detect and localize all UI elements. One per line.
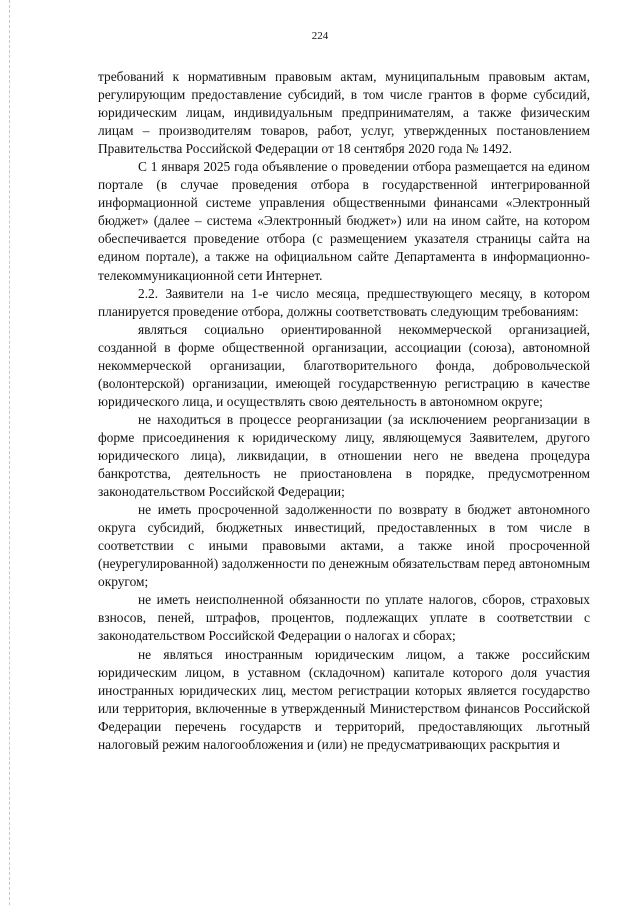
requirement-item: не являться иностранным юридическим лицом, а также российским юридическим лицом, в уставном (складочном) капитале которого доля участия иностранных юридических лиц, местом регистрации которых является государство или территория, включенные в утвержденный Министерством финансов Российской Федерации перечень государств и территорий, предоставляющих льготный налоговый режим налогообложения и (или) не предусматривающих раскрытия и [98,646,590,752]
paragraph-announcement: С 1 января 2025 года объявление о проведении отбора размещается на едином портале (в случае проведения отбора в государственной интегрированной информационной системе управления общественными финансами «Электронный бюджет» (далее – система «Электронный бюджет») или на ином сайте, на котором обеспечивается проведение отбора (с размещением указателя страницы сайта на едином портале), а также на официальном сайте Департамента в информационно-телекоммуникационной сети Интернет. [98,159,590,283]
page-number: 224 [311,30,329,42]
paragraph-2-2: 2.2. Заявители на 1-е число месяца, предшествующего месяцу, в котором планируется проведение отбора, должны соответствовать следующим требованиям: [98,285,590,319]
scan-edge-line [9,0,10,905]
requirement-item: не иметь просроченной задолженности по возврату в бюджет автономного округа субсидий, бюджетных инвестиций, предоставленных в том числе в соответствии с иными правовыми актами, а также иной просроченной (неурегулированной) задолженности по денежным обязательствам перед автономным округом; [98,502,590,590]
requirement-item: не иметь неисполненной обязанности по уплате налогов, сборов, страховых взносов, пеней, штрафов, процентов, подлежащих уплате в соответствии с законодательством Российской Федерации о налогах и сборах; [98,592,590,644]
document-body [98,68,590,754]
paragraph-continuation: требований к нормативным правовым актам, муниципальным правовым актам, регулирующим предоставление субсидий, в том числе грантов в форме субсидий, юридическим лицам, индивидуальным предпринимателям, а также физическим лицам – производителям товаров, работ, услуг, утвержденных постановлением Правительства Российской Федерации от 18 сентября 2020 года № 1492. [98,69,590,157]
requirement-item: не находиться в процессе реорганизации (за исключением реорганизации в форме присоединения к юридическому лицу, являющемуся Заявителем, другого юридического лица), ликвидации, в отношении него не введена процедура банкротства, деятельность не приостановлена в порядке, предусмотренном законодательством Российской Федерации; [98,411,590,500]
requirement-item: являться социально ориентированной некоммерческой организацией, созданной в форме общественной организации, ассоциации (союза), автономной некоммерческой организации, благотворительного фонда, добровольческой (волонтерской) организации, имеющей государственную регистрацию в качестве юридического лица, и осуществлять свою деятельность в автономном округе; [98,321,590,409]
